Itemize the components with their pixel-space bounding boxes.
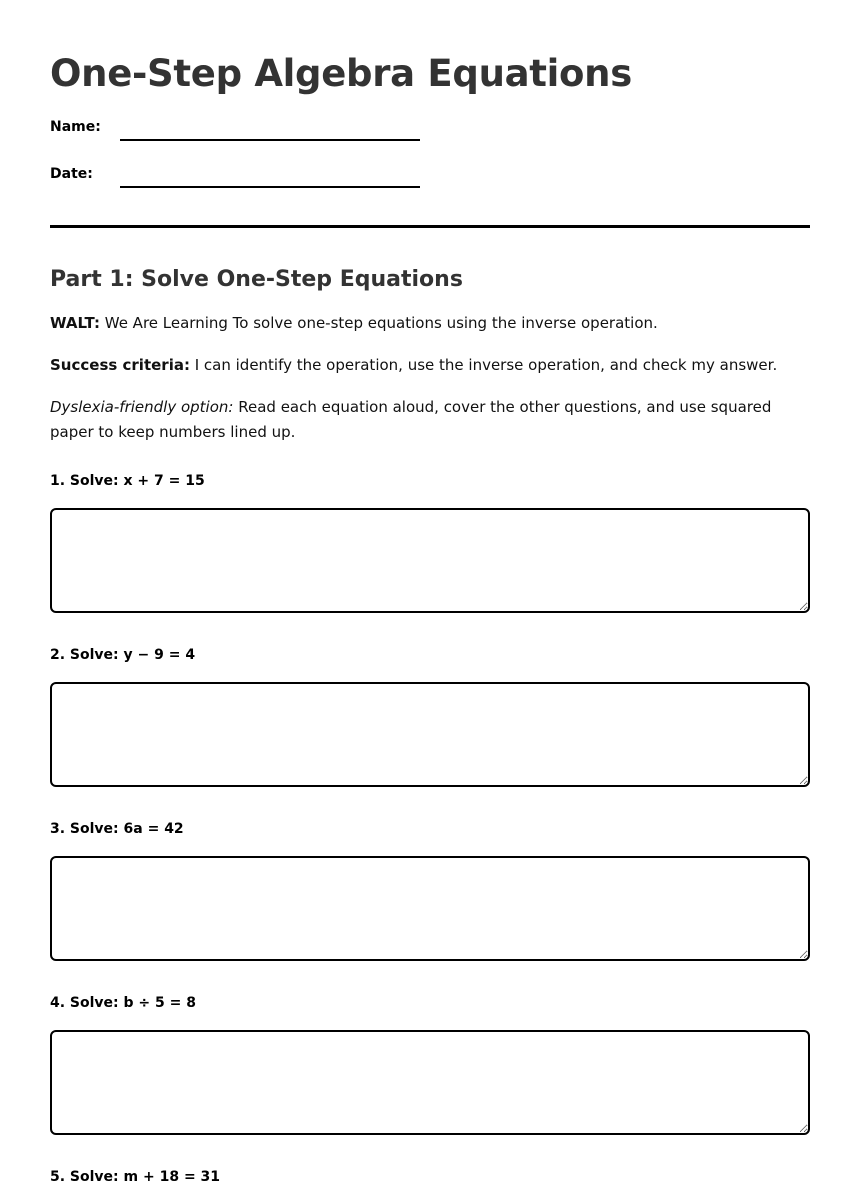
- name-input[interactable]: [120, 139, 420, 141]
- dyslexia-option-text: Read each equation aloud, cover the other questions, and use squared paper to keep numbers lined up.: [50, 398, 772, 441]
- success-criteria-label: Success criteria:: [50, 356, 190, 374]
- walt-text: We Are Learning To solve one-step equations using the inverse operation.: [99, 314, 658, 332]
- header-divider: [50, 225, 810, 228]
- question-4-label: 4. Solve: b ÷ 5 = 8: [50, 995, 196, 1011]
- success-criteria-text: I can identify the operation, use the inverse operation, and check my answer.: [189, 356, 778, 374]
- name-label: Name:: [50, 119, 101, 135]
- question-1-label: 1. Solve: x + 7 = 15: [50, 473, 205, 489]
- walt-statement: [50, 311, 810, 336]
- dyslexia-option-label: Dyslexia-friendly option:: [50, 398, 234, 416]
- answer-box-2[interactable]: [50, 682, 810, 787]
- name-field-row: [50, 118, 810, 142]
- section-heading-part1: Part 1: Solve One-Step Equations: [50, 267, 463, 292]
- walt-label: WALT:: [50, 314, 100, 332]
- answer-box-4[interactable]: [50, 1030, 810, 1135]
- question-5-label: 5. Solve: m + 18 = 31: [50, 1169, 221, 1185]
- question-2-label: 2. Solve: y − 9 = 4: [50, 647, 196, 663]
- date-field-row: [50, 165, 810, 189]
- answer-box-1[interactable]: [50, 508, 810, 613]
- question-3-label: 3. Solve: 6a = 42: [50, 821, 184, 837]
- date-input[interactable]: [120, 186, 420, 188]
- answer-box-3[interactable]: [50, 856, 810, 961]
- success-criteria: [50, 353, 810, 378]
- page-title: One-Step Algebra Equations: [50, 52, 632, 95]
- date-label: Date:: [50, 166, 93, 182]
- dyslexia-option: [50, 395, 810, 445]
